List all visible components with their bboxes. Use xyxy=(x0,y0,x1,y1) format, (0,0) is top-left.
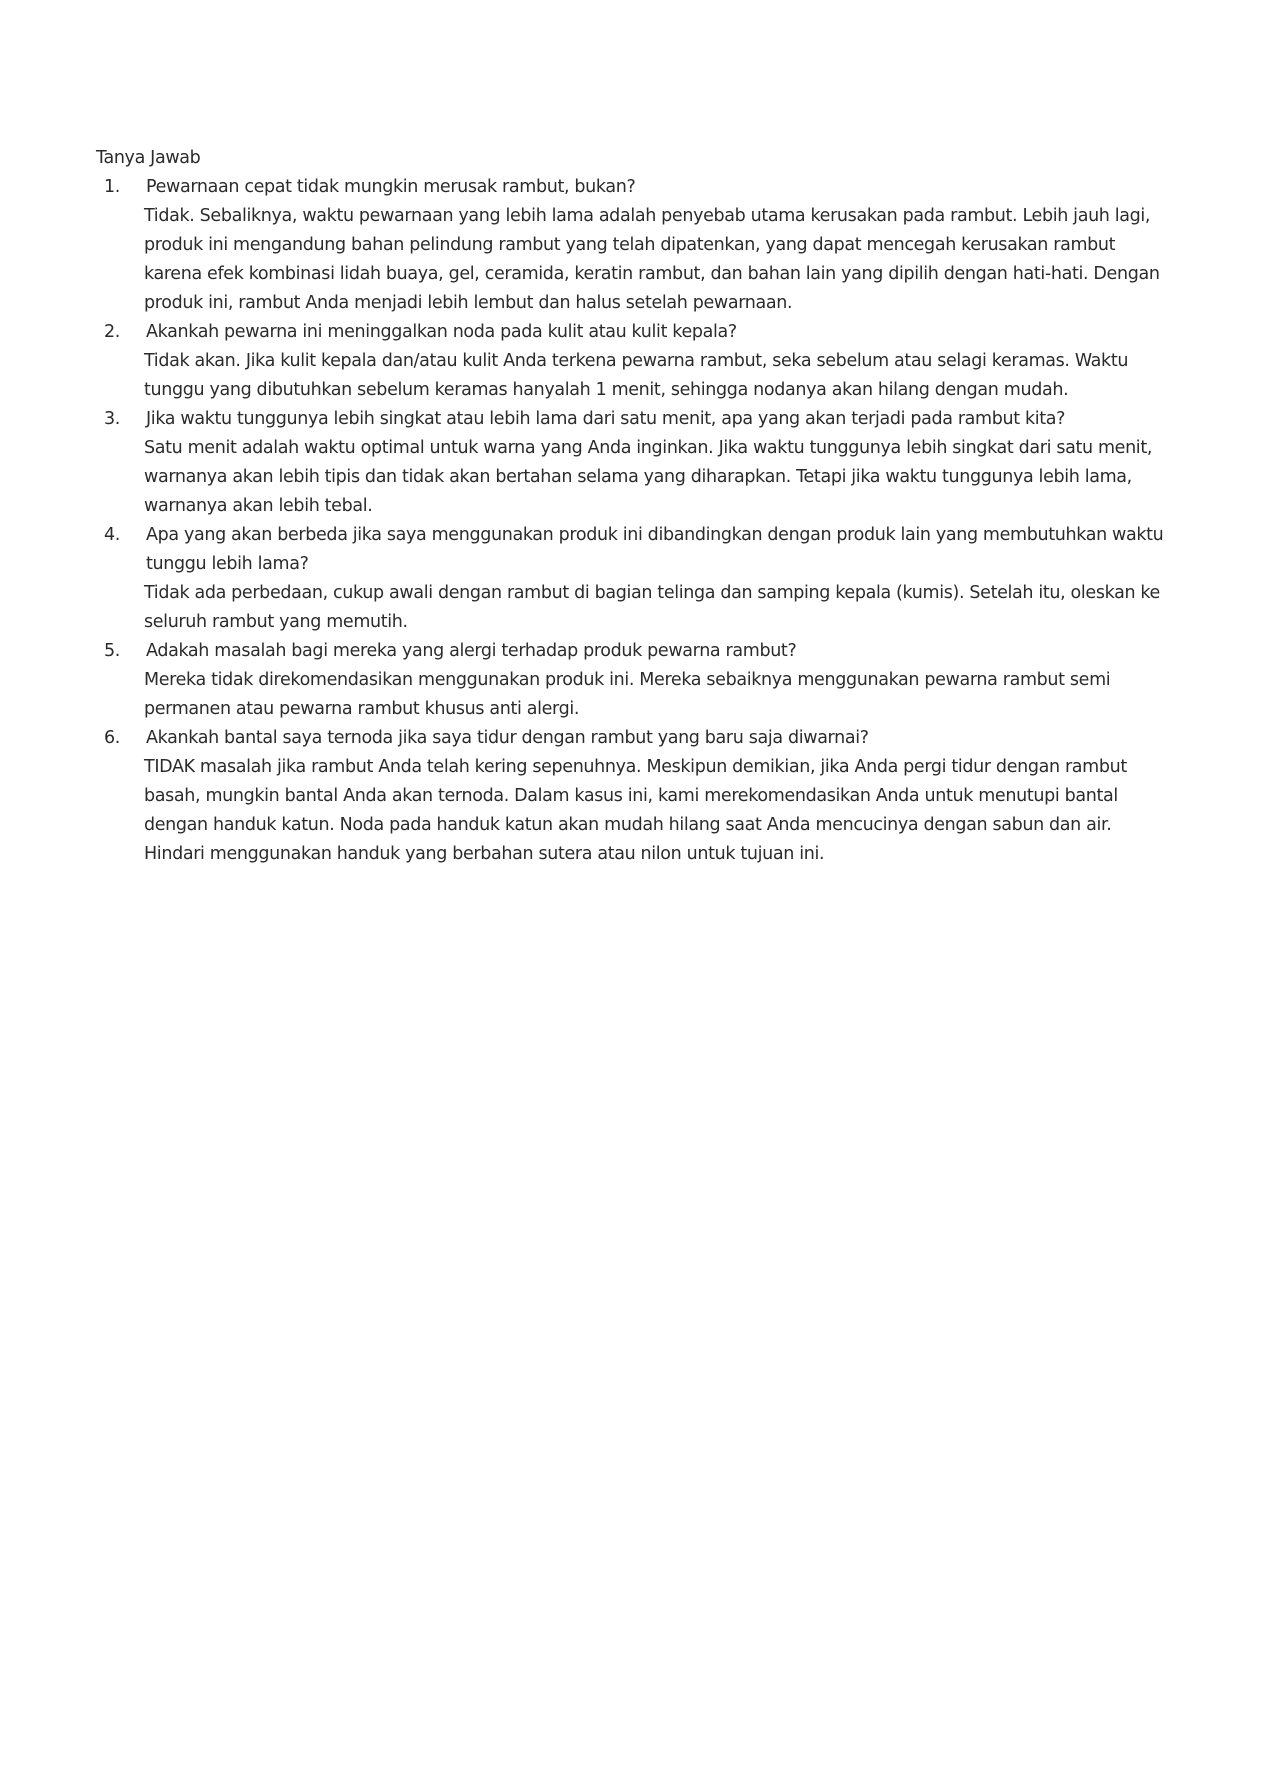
qa-question: Adakah masalah bagi mereka yang alergi terhadap produk pewarna rambut? xyxy=(146,641,797,661)
qa-question: Akankah bantal saya ternoda jika saya tidur dengan rambut yang baru saja diwarnai? xyxy=(146,728,869,748)
qa-number: 1. xyxy=(104,177,120,197)
qa-question: Pewarnaan cepat tidak mungkin merusak rambut, bukan? xyxy=(146,177,636,197)
qa-number: 6. xyxy=(104,728,120,748)
qa-item-1 xyxy=(96,173,1176,318)
qa-answer: Tidak ada perbedaan, cukup awali dengan rambut di bagian telinga dan samping kepala (kumis). Setelah itu, oleskan ke seluruh rambut yang memutih. xyxy=(144,583,1160,632)
qa-question: Jika waktu tunggunya lebih singkat atau lebih lama dari satu menit, apa yang akan terjadi pada rambut kita? xyxy=(146,409,1066,429)
qa-item-6 xyxy=(96,724,1176,869)
qa-item-4 xyxy=(96,521,1176,637)
qa-number: 3. xyxy=(104,409,120,429)
qa-list xyxy=(96,173,1176,869)
qa-answer: TIDAK masalah jika rambut Anda telah kering sepenuhnya. Meskipun demikian, jika Anda pergi tidur dengan rambut basah, mungkin bantal Anda akan ternoda. Dalam kasus ini, kami merekomendasikan Anda untuk menutupi bantal dengan handuk katun. Noda pada handuk katun akan mudah hilang saat Anda mencucinya dengan sabun dan air. Hindari menggunakan handuk yang berbahan sutera atau nilon untuk tujuan ini. xyxy=(144,757,1127,864)
qa-answer: Tidak akan. Jika kulit kepala dan/atau kulit Anda terkena pewarna rambut, seka sebelum atau selagi keramas. Waktu tunggu yang dibutuhkan sebelum keramas hanyalah 1 menit, sehingga nodanya akan hilang dengan mudah. xyxy=(144,351,1129,400)
qa-answer: Satu menit adalah waktu optimal untuk warna yang Anda inginkan. Jika waktu tunggunya lebih singkat dari satu menit, warnanya akan lebih tipis dan tidak akan bertahan selama yang diharapkan. Tetapi jika waktu tunggunya lebih lama, warnanya akan lebih tebal. xyxy=(144,438,1153,516)
qa-item-3 xyxy=(96,405,1176,521)
qa-question: Apa yang akan berbeda jika saya menggunakan produk ini dibandingkan dengan produk lain yang membutuhkan waktu tunggu lebih lama? xyxy=(146,525,1164,574)
qa-answer: Tidak. Sebaliknya, waktu pewarnaan yang lebih lama adalah penyebab utama kerusakan pada rambut. Lebih jauh lagi, produk ini mengandung bahan pelindung rambut yang telah dipatenkan, yang dapat mencegah kerusakan rambut karena efek kombinasi lidah buaya, gel, ceramida, keratin rambut, dan bahan lain yang dipilih dengan hati-hati. Dengan produk ini, rambut Anda menjadi lebih lembut dan halus setelah pewarnaan. xyxy=(144,206,1160,313)
qa-item-2 xyxy=(96,318,1176,405)
qa-answer: Mereka tidak direkomendasikan menggunakan produk ini. Mereka sebaiknya menggunakan pewarna rambut semi permanen atau pewarna rambut khusus anti alergi. xyxy=(144,670,1111,719)
qa-number: 4. xyxy=(104,525,120,545)
qa-item-5 xyxy=(96,637,1176,724)
qa-number: 2. xyxy=(104,322,120,342)
document-title: Tanya Jawab xyxy=(96,148,201,168)
qa-number: 5. xyxy=(104,641,120,661)
document-page xyxy=(96,144,1176,869)
qa-question: Akankah pewarna ini meninggalkan noda pada kulit atau kulit kepala? xyxy=(146,322,737,342)
